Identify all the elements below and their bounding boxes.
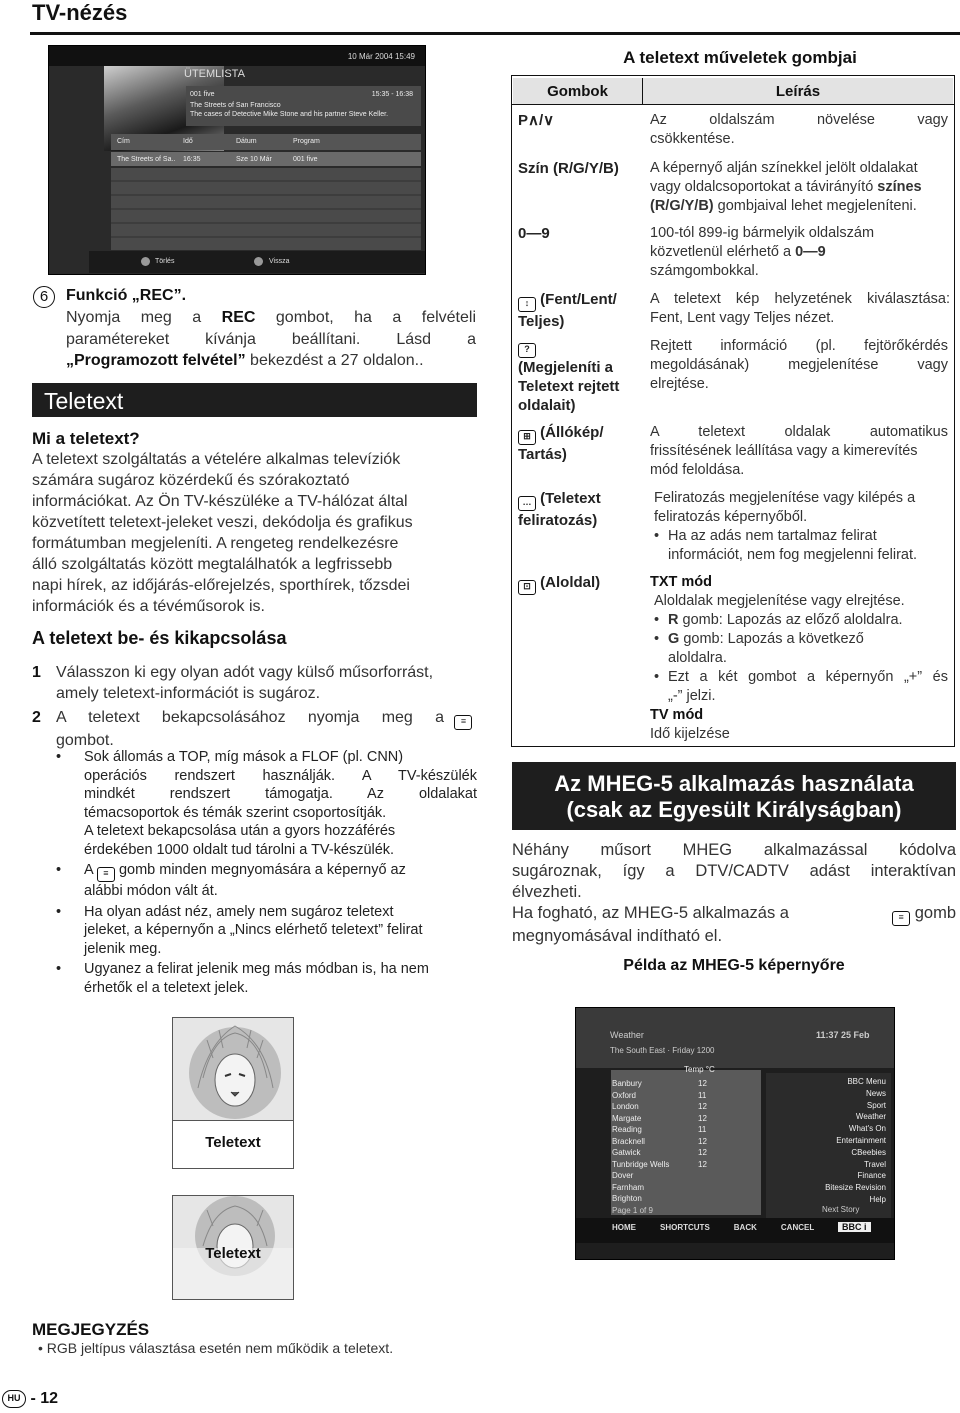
subheading: A teletext be- és kikapcsolása [32, 628, 287, 648]
tv-row-title: The Streets of Sa.. [117, 156, 176, 163]
tv-dot-icon [141, 257, 150, 266]
text-line: gombot. [56, 732, 114, 749]
temp: 11 [698, 1125, 707, 1134]
text: R [668, 612, 679, 628]
bullet: • [654, 669, 660, 685]
text: gomb [914, 904, 956, 922]
text-line: mód feloldása. [650, 462, 745, 478]
text-line: csökkentése. [650, 131, 735, 147]
page-title: TV-nézés [32, 0, 128, 25]
tv-dot-icon [254, 257, 263, 266]
tv-schedule-title: ÜTEMLISTA [184, 68, 245, 80]
step-text [56, 707, 476, 751]
table-title: A teletext műveletek gombjai [623, 48, 857, 67]
text: (Teletext [540, 490, 601, 507]
mheg-temp-header: Temp °C [684, 1065, 715, 1074]
text-line: oldalait) [518, 397, 576, 414]
text: G [668, 631, 680, 647]
temp: 12 [698, 1159, 707, 1169]
text-line: sugároznak, így a DTV/CADTV adást interaktívan [512, 862, 956, 880]
tv-col-datum: Dátum [236, 138, 257, 145]
text: (Fent/Lent/ [540, 291, 617, 308]
text-line: élvezheti. [512, 883, 582, 901]
list-item [650, 630, 950, 668]
bbc-logo: BBC i [838, 1222, 871, 1232]
bullet: • [56, 749, 62, 765]
tv-schedule-screenshot [48, 45, 426, 275]
tv-col-program: Program [293, 138, 320, 145]
menu-item[interactable]: What's On [848, 1124, 886, 1134]
mheg-time: 11:37 25 Feb [816, 1030, 870, 1040]
menu-item[interactable]: Bitesize Revision [825, 1183, 886, 1193]
text: közvetlenül elérhető a [650, 244, 792, 260]
bullet: • [38, 1340, 47, 1356]
temp: 12 [698, 1136, 707, 1146]
text-line: A teletext kép helyzetének kiválasztása: [650, 291, 950, 307]
row-key [518, 336, 619, 415]
town: Tunbridge Wells [612, 1159, 670, 1169]
menu-item[interactable]: Finance [857, 1171, 886, 1181]
town: Margate [612, 1113, 642, 1123]
language-badge: HU [2, 1390, 26, 1408]
menu-item[interactable]: Entertainment [836, 1135, 886, 1145]
text-line: TXT mód [650, 574, 713, 590]
teletext-icon: ≡ [97, 867, 115, 882]
text-line: Válasszon ki egy olyan adót vagy külső műsorforrást, [56, 664, 434, 681]
text-line: A teletext bekapcsolása után a gyors hozzáférés [84, 823, 396, 839]
teletext-icon: ≡ [454, 715, 472, 730]
text: Ha fogható, az MHEG-5 alkalmazás a [512, 904, 789, 922]
mheg-footer-buttons [612, 1223, 814, 1232]
tv-info-show: The Streets of San Francisco [190, 102, 281, 109]
section-line [66, 350, 476, 371]
step-text [56, 662, 476, 704]
text-line: TV mód [650, 707, 704, 723]
step-number: 6 [33, 286, 55, 308]
town: London [612, 1102, 639, 1111]
text: gomb minden megnyomására a képernyő az [118, 862, 406, 878]
town: Reading [612, 1125, 642, 1134]
text-line: Az oldalszám növelése vagy [650, 112, 948, 128]
mheg-weather: Weather [610, 1030, 644, 1040]
text-line: Ha olyan adást néz, amely nem sugároz teletext [84, 903, 394, 920]
town: Bracknell [612, 1136, 645, 1146]
text: gomb: Lapozás az előző aloldalra. [682, 612, 903, 628]
tv-col-cim: Cím [117, 138, 130, 145]
text: (R/G/Y/B) [650, 198, 714, 214]
text-line: Az MHEG-5 alkalmazás használata [554, 771, 914, 796]
bullet-list [32, 748, 477, 997]
mheg-menu [776, 1076, 886, 1206]
text-line: feliratozás) [518, 512, 598, 529]
footer-button[interactable]: CANCEL [780, 1223, 815, 1232]
teletext-label: Teletext [205, 1245, 261, 1262]
page-number [2, 1390, 58, 1408]
row-key: Szín (R/G/Y/B) [518, 160, 619, 177]
text-line: A képernyő alján színekkel jelölt oldalakat [650, 160, 918, 176]
tv-info-desc: The cases of Detective Mike Stone and his partner Steve Keller. [190, 111, 389, 118]
tv-topbar [49, 46, 426, 66]
bullet: • [56, 961, 62, 977]
row-desc [650, 111, 948, 149]
bullet: • [654, 528, 660, 544]
list-item [32, 903, 477, 959]
example-caption: Példa az MHEG-5 képernyőre [623, 957, 845, 974]
step-number: 2 [32, 709, 41, 726]
mheg-temps [698, 1078, 707, 1170]
reveal-icon: ? [518, 343, 536, 358]
bullet: • [56, 862, 62, 878]
list-item [654, 527, 950, 565]
text: (Állókép/ [540, 424, 604, 441]
tv-btn-vissza[interactable]: Vissza [269, 258, 290, 265]
text-line: Ezt a két gombot a képernyőn „+” és [668, 669, 948, 685]
text-line: A teletext oldalak automatikus [650, 424, 948, 440]
section-line [66, 307, 476, 328]
row-desc [650, 573, 950, 744]
text-line: megoldásának) megjelenítése vagy [650, 357, 948, 373]
text-line: mindkét rendszert támogatja. Az oldalakat [84, 786, 477, 802]
text-line: Néhány műsort MHEG alkalmazással kódolva [512, 841, 956, 859]
row-desc [654, 489, 950, 565]
text-line: Sok állomás a TOP, míg mások a FLOF (pl. CNN) [84, 749, 404, 765]
tv-clock: 10 Már 2004 15:49 [347, 52, 415, 61]
menu-item[interactable]: Sport [866, 1100, 886, 1110]
teletext-label: Teletext [172, 1121, 294, 1169]
text-line: Teljes) [518, 313, 565, 330]
teletext-icon: ≡ [892, 911, 910, 926]
text-line: Teletext rejtett [518, 378, 620, 395]
subpage-icon: ⊡ [518, 580, 536, 595]
text-line: jeleket, a képernyőn a „Nincs elérhető teletext” felirat [84, 922, 423, 938]
text-line: formátumban megjeleníti. A rengeteg rendelkezésre [32, 535, 399, 552]
header-rule [511, 104, 955, 105]
subtitle-icon: … [518, 496, 536, 511]
section-line: paramétereket kívánja beállítani. Lásd a [66, 331, 476, 348]
tv-info-box [186, 86, 421, 126]
body-text [32, 449, 477, 617]
text-line: közvetített teletext-jeleket veszi, dekódolja és grafikus [32, 514, 413, 531]
text-line: frissítésének leállítása vagy a kimerevítés [650, 443, 918, 459]
text-line: A teletext szolgáltatás a vételére alkalmas televíziók [32, 451, 401, 468]
row-desc [650, 224, 950, 281]
bullet: • [56, 903, 62, 920]
row-key [518, 290, 617, 331]
text-line: Feliratozás megjelenítése vagy kilépés a [654, 490, 916, 506]
menu-item[interactable]: Travel [864, 1159, 886, 1169]
text-line: érdekében 1000 oldalt tud tárolni a TV-készülék. [84, 841, 395, 858]
page-num: - 12 [30, 1390, 59, 1407]
temp: 12 [698, 1102, 707, 1111]
tv-table-row[interactable] [111, 152, 421, 166]
text-line: számgombokkal. [650, 263, 759, 279]
row-key [518, 423, 604, 464]
text-line: 100-tól 899-ig bármelyik oldalszám [650, 225, 875, 241]
text-line: (Megjeleníti a [518, 359, 614, 376]
text: vagy oldalcsoportokat a távirányító [650, 179, 874, 195]
list-item [32, 861, 477, 901]
row-key [518, 573, 600, 595]
tv-table-header [111, 134, 421, 150]
text: bekezdést a 27 oldalon.. [250, 352, 424, 369]
fent-lent-icon: ↕ [518, 297, 536, 312]
row-desc [650, 290, 950, 328]
text-line: Tartás) [518, 446, 567, 463]
lion-tv-image [172, 1017, 294, 1121]
list-item [32, 748, 477, 859]
list-item [650, 611, 950, 630]
row-desc [650, 423, 948, 480]
text: gombjaival lehet megjeleníteni. [717, 198, 917, 214]
tv-bottom-bar [89, 251, 426, 273]
text: A [84, 862, 93, 878]
text-line: jelenik meg. [84, 940, 162, 957]
text: Nyomja meg a [66, 309, 202, 326]
text-line: Ha az adás nem tartalmaz felirat [668, 528, 877, 544]
row-key: P∧/∨ [518, 112, 555, 129]
text: (Aloldal) [540, 574, 601, 591]
table-header-leiras: Leírás [643, 78, 953, 104]
text: színes [877, 179, 922, 195]
town: Oxford [612, 1090, 637, 1100]
row-key [518, 489, 601, 530]
subheading: Mi a teletext? [32, 429, 140, 448]
text-line: (csak az Egyesült Királyságban) [566, 797, 902, 822]
text: gombot, ha a felvételi [275, 309, 477, 326]
step-number: 1 [32, 664, 41, 681]
text-line: alábbi módon vált át. [84, 883, 218, 899]
header-divider [642, 78, 643, 104]
teletext-heading: Teletext [32, 383, 477, 417]
text-line: feliratozás képernyőből. [654, 509, 808, 525]
town: Banbury [612, 1079, 642, 1088]
text-line [512, 903, 956, 926]
temp: 12 [698, 1113, 707, 1123]
text: RGB jeltípus választása esetén nem működik a teletext. [46, 1340, 394, 1356]
mheg-region: The South East · Friday 1200 [610, 1046, 715, 1055]
tv-info-channel: 001 five [190, 91, 215, 98]
menu-item[interactable]: BBC Menu [847, 1077, 886, 1086]
footer-button[interactable]: HOME [612, 1223, 636, 1232]
tv-row-date: Sze 10 Már [236, 156, 272, 163]
section-title: Funkció „REC”. [66, 287, 187, 304]
town: Brighton [612, 1194, 642, 1203]
menu-item[interactable]: Weather [855, 1112, 886, 1122]
tv-row-time: 16:35 [183, 156, 201, 163]
mheg-next[interactable]: Next Story [822, 1205, 860, 1214]
temp: 12 [698, 1148, 707, 1157]
text-line: érhetők el a teletext jelek. [84, 979, 249, 996]
text-line: információk és a tévéműsorok is. [32, 598, 265, 615]
text-line: A teletext bekapcsolásához nyomja meg a [56, 709, 444, 726]
text-line: „-” jelzi. [668, 688, 716, 704]
town: Gatwick [612, 1148, 641, 1157]
footer-button[interactable]: BACK [733, 1223, 757, 1232]
text-line: Idő kijelzése [650, 726, 730, 742]
text-line: amely teletext-információt is sugároz. [56, 685, 321, 702]
text-line: információkat. Az Ön TV-készüléke a TV-hálózat által [32, 493, 408, 510]
link-text: „Programozott felvétel” [66, 352, 246, 369]
rec-label: REC [221, 309, 256, 326]
text: 0—9 [795, 244, 826, 260]
row-desc [650, 159, 950, 216]
footer-button[interactable]: SHORTCUTS [660, 1223, 710, 1232]
text-line: Ugyanez a felirat jelenik meg más módban is, ha nem [84, 961, 429, 977]
row-desc [650, 337, 948, 394]
menu-item[interactable]: News [865, 1088, 886, 1098]
list-item [650, 668, 948, 706]
temp: 11 [698, 1090, 707, 1100]
text-line: számára sugároz közérdekű és szórakoztató [32, 472, 350, 489]
text-line: aloldalra. [668, 650, 727, 666]
row-key: 0—9 [518, 225, 550, 242]
text-line: Rejtett információ (pl. fejtörőkérdés [650, 338, 948, 354]
tv-col-ido: Idő [183, 138, 193, 145]
text-line: operációs rendszert használják. A TV-készülék [84, 767, 477, 784]
text-line: információt, nem fog megjelenni felirat. [668, 547, 918, 563]
hold-icon: ⊞ [518, 430, 536, 445]
menu-item[interactable]: Help [869, 1194, 886, 1204]
text-line: Fent, Lent vagy Teljes nézet. [650, 310, 835, 326]
temp: 12 [698, 1079, 707, 1088]
mheg-example-screen [575, 1007, 895, 1260]
mheg-page: Page 1 of 9 [612, 1206, 653, 1215]
bullet: • [654, 612, 660, 628]
tv-row-prog: 001 five [293, 156, 318, 163]
mheg-towns [612, 1078, 669, 1205]
text-line: álló szolgáltatás között megtalálhatók a legfrissebb [32, 556, 393, 573]
menu-item[interactable]: CBeebies [851, 1147, 886, 1157]
table-header-gombok: Gombok [513, 78, 642, 104]
text: gomb: Lapozás a következő [683, 631, 864, 647]
tv-btn-torles[interactable]: Törlés [155, 258, 175, 265]
list-item [32, 960, 477, 997]
bullet: • [654, 631, 660, 647]
text-line: témacsoportok és témák szerint csoportosítják. [84, 804, 387, 821]
mheg-heading [512, 762, 956, 830]
town: Farnham [612, 1182, 645, 1192]
note-text [38, 1340, 393, 1356]
text-line: megnyomásával indítható el. [512, 927, 723, 945]
lion-illustration [173, 1018, 294, 1121]
text-line: Aloldalak megjelenítése vagy elrejtése. [654, 593, 905, 609]
town: Dover [612, 1171, 634, 1180]
mheg-text [512, 840, 956, 947]
tv-info-time: 15:35 - 16:38 [371, 91, 413, 98]
note-title: MEGJEGYZÉS [32, 1320, 150, 1339]
text-line: elrejtése. [650, 376, 709, 392]
tv-empty-rows [111, 168, 421, 250]
text-line: napi hírek, az időjárás-előrejelzés, sporthírek, tőzsdei [32, 577, 410, 594]
header-rule [30, 32, 960, 35]
